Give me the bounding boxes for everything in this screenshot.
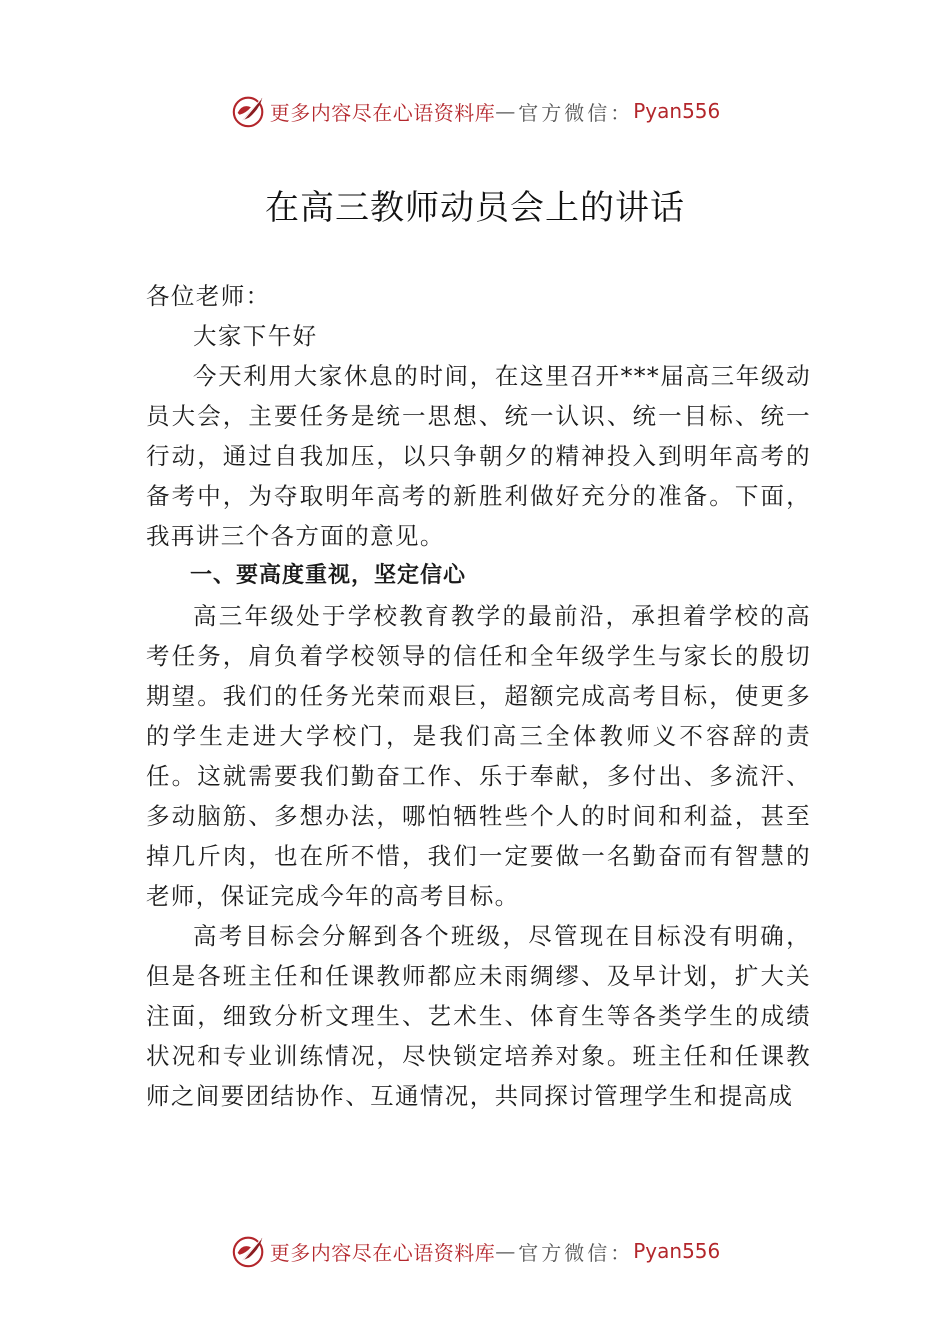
document-title: 在高三教师动员会上的讲话 [265, 188, 685, 228]
document-body [146, 276, 811, 1116]
banner-separator: — [495, 1239, 519, 1263]
greeting-paragraph: 大家下午好 [193, 322, 318, 350]
banner-brand-text: 更多内容尽在心语资料库 [269, 100, 496, 125]
section-paragraph: 高三年级处于学校教育教学的最前沿，承担着学校的高考任务，肩负着学校领导的信任和全年级学生与家长的殷切期望。我们的任务光荣而艰巨，超额完成高考目标，使更多的学生走进大学校门，是我们高三全体教师义不容辞的责任。这就需要我们勤奋工作、乐于奉献，多付出、多流汗、多动脑筋、多想办法，哪怕牺牲些个人的时间和利益，甚至掉几斤肉，也在所不惜，我们一定要做一名勤奋而有智慧的老师，保证完成今年的高考目标。 [146, 602, 811, 910]
banner-separator: — [495, 99, 519, 123]
quill-logo-icon [230, 92, 268, 130]
section-heading: 一、要高度重视，坚定信心 [190, 563, 467, 588]
banner-wechat-label: 官方微信： [518, 100, 634, 125]
banner-brand-text: 更多内容尽在心语资料库 [269, 1240, 496, 1265]
quill-logo-icon [230, 1232, 268, 1270]
banner-wechat-label: 官方微信： [518, 1240, 634, 1265]
intro-paragraph: 今天利用大家休息的时间，在这里召开***届高三年级动员大会，主要任务是统一思想、统一认识、统一目标、统一行动，通过自我加压，以只争朝夕的精神投入到明年高考的备考中，为夺取明年高考的新胜利做好充分的准备。下面，我再讲三个各方面的意见。 [146, 362, 811, 550]
footer-banner [0, 1232, 950, 1270]
salutation: 各位老师： [146, 282, 271, 310]
banner-wechat-id: Pyan556 [633, 99, 721, 123]
banner-wechat-id: Pyan556 [633, 1239, 721, 1263]
header-banner [0, 92, 950, 130]
section-paragraph: 高考目标会分解到各个班级，尽管现在目标没有明确，但是各班主任和任课教师都应未雨绸缪、及早计划，扩大关注面，细致分析文理生、艺术生、体育生等各类学生的成绩状况和专业训练情况，尽快锁定培养对象。班主任和任课教师之间要团结协作、互通情况，共同探讨管理学生和提高成 [146, 922, 811, 1110]
